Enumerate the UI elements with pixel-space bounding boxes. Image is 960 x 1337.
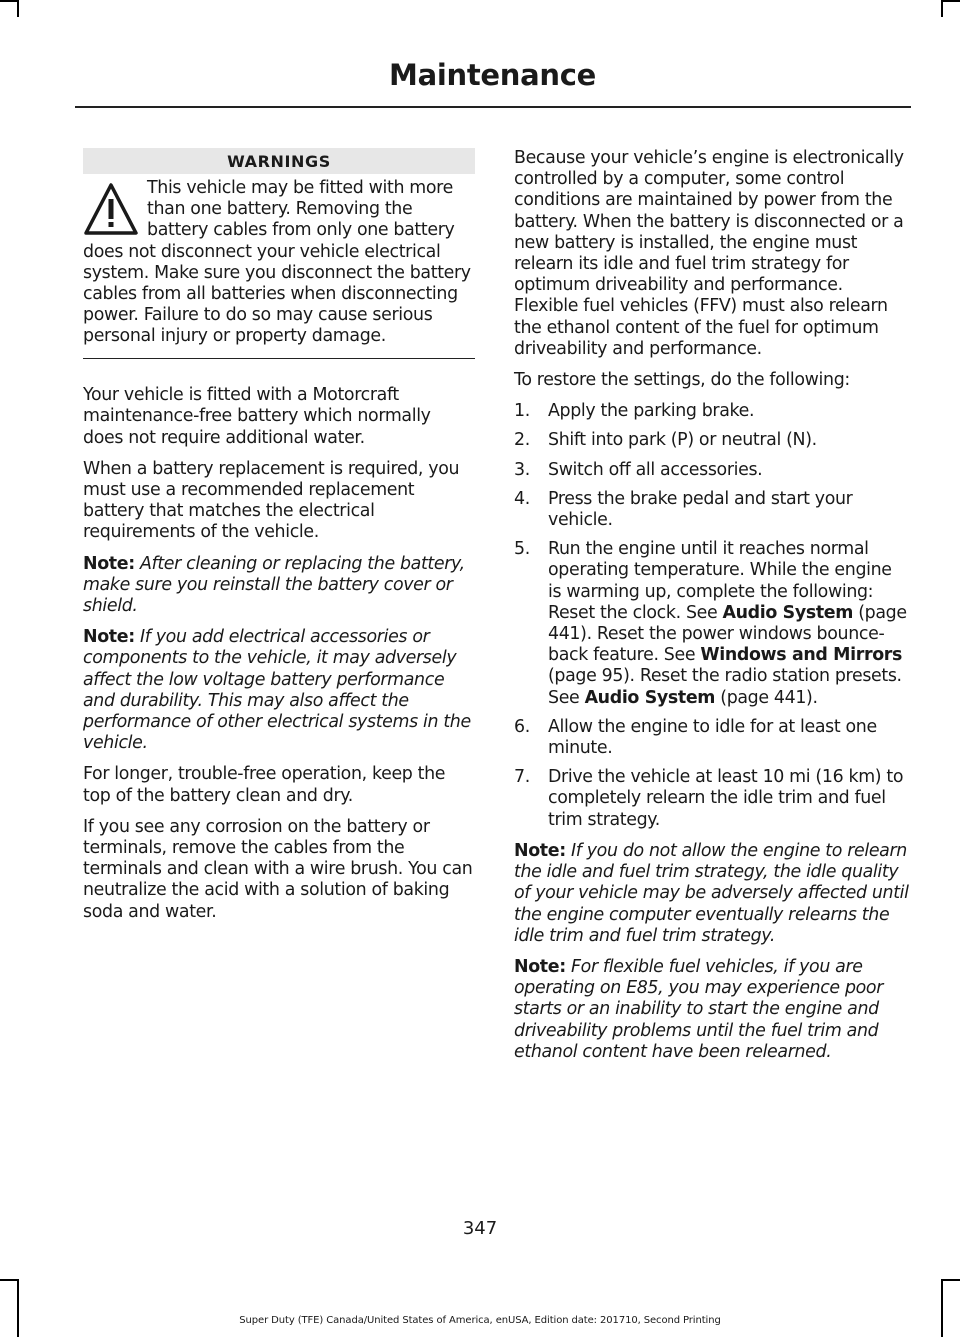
list-item [514, 717, 909, 759]
step-number: 7. [514, 767, 530, 788]
warning-text: This vehicle may be fitted with more than one battery. Removing the battery cables from only one battery does not disconnect your vehicle electrical system. Make sure you disconnect the battery cables from all batteries when disconnecting power. Failure to do so may cause serious personal injury or property damage. [83, 178, 471, 347]
paragraph: When a battery replacement is required, you must use a recommended replacement battery that matches the electrical requirements of the vehicle. [83, 458, 460, 543]
page-title: Maintenance [389, 58, 596, 92]
windows-and-mirrors-link[interactable]: Windows and Mirrors [700, 645, 903, 666]
list-item [514, 539, 909, 709]
note-text: For flexible fuel vehicles, if you are operating on E85, you may experience poor starts or an inability to start the engine and driveability problems until the fuel trim and ethanol content have been relearned. [514, 956, 884, 1062]
header-divider [75, 106, 911, 108]
warning-box [83, 178, 475, 359]
list-item [514, 489, 909, 531]
steps-list [514, 401, 909, 831]
note-label: Note: [83, 553, 135, 574]
step-text: (page 95). Reset the radio station presets. See [548, 666, 902, 708]
note-text: If you do not allow the engine to relearn the idle and fuel trim strategy, the idle quality of your vehicle may be adversely affected until the engine computer eventually relearns the idle trim and fuel trim strategy. [514, 840, 909, 946]
step-number: 1. [514, 401, 530, 422]
crop-mark [942, 0, 960, 2]
note-label: Note: [83, 627, 135, 648]
crop-mark [0, 0, 18, 2]
warning-triangle-icon [83, 182, 139, 236]
page-number: 347 [462, 1218, 498, 1239]
step-text: (page 441). Reset the power windows bounce-back feature. See [548, 602, 907, 666]
step-text: (page 441). [715, 687, 818, 708]
step-number: 3. [514, 459, 530, 480]
note-label: Note: [514, 840, 566, 861]
audio-system-link[interactable]: Audio System [722, 602, 854, 623]
crop-mark [0, 1279, 18, 1281]
list-item [514, 401, 909, 422]
crop-mark [942, 1279, 960, 1281]
step-text: Switch off all accessories. [548, 459, 763, 480]
note-text: If you add electrical accessories or components to the vehicle, it may adversely affect the low voltage battery performance and durability. This may also affect the performance of other electrical systems in the vehicle. [83, 627, 471, 754]
step-number: 5. [514, 539, 530, 560]
paragraph: If you see any corrosion on the battery or terminals, remove the cables from the terminals and clean with a wire brush. You can neutralize the acid with a solution of baking soda and water. [83, 816, 473, 922]
audio-system-link[interactable]: Audio System [584, 687, 716, 708]
step-text: Press the brake pedal and start your vehicle. [548, 488, 853, 531]
footer-text: Super Duty (TFE) Canada/United States of America, enUSA, Edition date: 201710, Second Printing [239, 1315, 721, 1326]
step-number: 6. [514, 716, 530, 737]
step-text: Shift into park (P) or neutral (N). [548, 430, 817, 451]
step-text: Apply the parking brake. [548, 401, 755, 422]
list-item [514, 430, 909, 451]
paragraph: Because your vehicle’s engine is electronically controlled by a computer, some control conditions are maintained by power from the battery. When the battery is disconnected or a new battery is installed, the engine must relearn its idle and fuel trim strategy for optimum driveability and performance. Flexible fuel vehicles (FFV) must also relearn the ethanol content of the fuel for optimum driveability and performance. [514, 148, 904, 359]
warning-heading: WARNINGS [83, 148, 475, 174]
note [83, 627, 475, 754]
note-text: After cleaning or replacing the battery, make sure you reinstall the battery cover or shield. [83, 553, 465, 616]
note [83, 554, 475, 618]
paragraph: Your vehicle is fitted with a Motorcraft maintenance-free battery which normally does not require additional water. [83, 385, 431, 448]
crop-mark [17, 1279, 19, 1337]
crop-mark [941, 1279, 943, 1337]
paragraph: To restore the settings, do the following: [514, 370, 850, 391]
right-column [514, 148, 909, 1073]
crop-mark [941, 0, 943, 17]
list-item [514, 460, 909, 481]
left-column [83, 148, 475, 933]
note [514, 957, 909, 1063]
note-label: Note: [514, 956, 566, 977]
note [514, 841, 909, 947]
step-text: Drive the vehicle at least 10 mi (16 km) to completely relearn the idle trim and fuel trim strategy. [548, 767, 904, 830]
list-item [514, 767, 909, 831]
warning-divider [83, 358, 475, 360]
step-number: 4. [514, 488, 530, 509]
crop-mark [17, 0, 19, 17]
step-text: Allow the engine to idle for at least one minute. [548, 716, 877, 759]
step-number: 2. [514, 430, 530, 451]
step-text: Run the engine until it reaches normal operating temperature. While the engine is warming up, complete the following: Reset the clock. See [548, 539, 892, 623]
paragraph: For longer, trouble-free operation, keep the top of the battery clean and dry. [83, 764, 446, 806]
